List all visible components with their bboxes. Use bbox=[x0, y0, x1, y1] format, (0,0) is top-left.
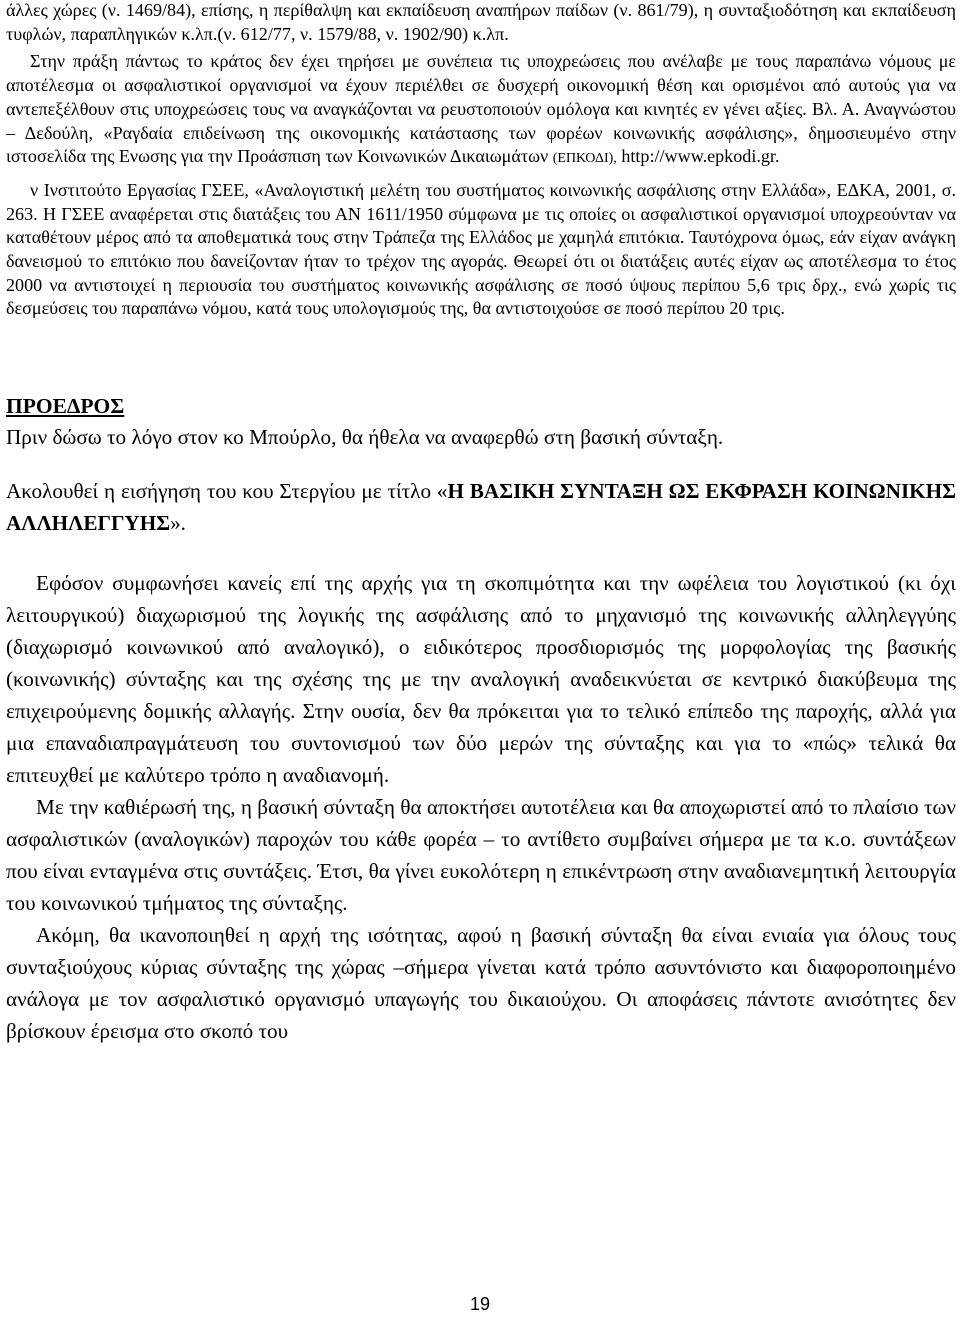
announcement-lead: Ακολουθεί η εισήγηση του κου Στεργίου με τίτλο « bbox=[6, 479, 448, 504]
footnote-text: Στην πράξη πάντως το κράτος δεν έχει τηρήσει με συνέπεια τις υποχρεώσεις που ανέλαβε με τους παραπάνω νόμους με αποτέλεσμα οι ασφαλιστικοί οργανισμοί να έχουν περιέλθει σε δυσχερή οικονομική θέση και ορισμένοι από αυτούς για να αντεπεξέλθουν στις υποχρεώσεις τους να αναγκάζονται να ρευστοποιούν ομόλογα και κινητές εν γένει αξίες. Βλ. Α. Αναγνώστου – Δεδούλη, «Ραγδαία επιδείνωση της οικονομικής κατάστασης των φορέων κοινωνικής ασφάλισης», δημοσιευμένο στην ιστοσελίδα της Ενωσης για την Προάσπιση των Κοινωνικών Δικαιωμάτων bbox=[6, 51, 956, 167]
announcement-paragraph bbox=[6, 475, 956, 539]
footnote-abbreviation: (ΕΠΚΟΔΙ), bbox=[552, 151, 617, 167]
spacer bbox=[6, 539, 956, 567]
footnote-paragraph-gsee: ν Ινστιτούτο Εργασίας ΓΣΕΕ, «Αναλογιστική μελέτη του συστήματος κοινωνικής ασφάλισης στην Ελλάδα», ΕΔΚΑ, 2001, σ. 263. Η ΓΣΕΕ αναφέρεται στις διατάξεις του ΑΝ 1611/1950 σύμφωνα με τις οποίες οι ασφαλιστικοί οργανισμοί υποχρεούνταν να καταθέτουν μέρος από τα αποθεματικά τους στην Τράπεζα της Ελλάδος με χαμηλά επιτόκια. Ταυτόχρονα όμως, εάν είχαν ανάγκη δανεισμού το επιτόκιο που δανείζονταν ήταν το τρέχον της αγοράς. Θεωρεί ότι οι διατάξεις αυτές είχαν ως αποτέλεσμα το έτος 2000 να αντιστοιχεί η περιουσία του συστήματος κοινωνικής ασφάλισης σε ποσό ύψους περίπου 5,6 τρις δρχ., ενώ χωρίς τις δεσμεύσεις του παραπάνω νόμου, κατά τους υπολογισμούς της, θα αντιστοιχούσε σε ποσό περίπου 20 τρις. bbox=[6, 179, 956, 319]
body-paragraph: Ακόμη, θα ικανοποιηθεί η αρχή της ισότητας, αφού η βασική σύνταξη θα είναι ενιαία για όλους τους συνταξιούχους κύριας σύνταξης της χώρας –σήμερα γίνεται κατά τρόπο ασυντόνιστο και διαφοροποιημένο ανάλογα με τον ασφαλιστικό οργανισμό υπαγωγής του δικαιούχου. Οι αποφάσεις πάντοτε ανισότητες δεν βρίσκουν έρεισμα στο σκοπό του bbox=[6, 923, 956, 1044]
body-paragraph: Με την καθιέρωσή της, η βασική σύνταξη θα αποκτήσει αυτοτέλεια και θα αποχωριστεί από το πλαίσιο των ασφαλιστικών (αναλογικών) παροχών του κάθε φορέα – το αντίθετο συμβαίνει σήμερα με τα κ.ο. συντάξεων που είναι ενταγμένα στις συντάξεις. Έτσι, θα γίνει ευκολότερη η επικέντρωση στην αναδιανεμητική λειτουργία του κοινωνικού τμήματος της σύνταξης. bbox=[6, 795, 956, 916]
page-number: 19 bbox=[469, 1294, 491, 1314]
footnote-continuation: άλλες χώρες (ν. 1469/84), επίσης, η περίθαλψη και εκπαίδευση αναπήρων παίδων (ν. 861/79), η συνταξιοδότηση και εκπαίδευση τυφλών, παραπληγικών κ.λπ.(ν. 612/77, ν. 1579/88, ν. 1902/90) κ.λπ. bbox=[6, 0, 956, 44]
body-paragraph: Εφόσον συμφωνήσει κανείς επί της αρχής για τη σκοπιμότητα και την ωφέλεια του λογιστικού (κι όχι λειτουργικού) διαχωρισμού της λογικής της ασφάλισης από το μηχανισμό της κοινωνικής αλληλεγγύης (διαχωρισμό κοινωνικού από αναλογικό), ο ειδικότερος προσδιορισμός της μορφολογίας της βασικής (κοινωνικής) σύνταξης και της σχέσης της με την αναλογική αναδεικνύεται σε κεντρικό διακύβευμα της επιχειρούμενης δομικής αλλαγής. Στην ουσία, δεν θα πρόκειται για το τελικό επίπεδο της παροχής, αλλά για μια επαναδιαπραγμάτευση του συντονισμού των δύο μερών της σύνταξης και για το «πώς» τελικά θα επιτευχθεί με καλύτερο τρόπο η αναδιανομή. bbox=[6, 571, 956, 788]
spacer bbox=[6, 321, 956, 391]
announcement-tail: ». bbox=[170, 511, 186, 536]
intro-line: Πριν δώσω το λόγο στον κο Μπούρλο, θα ήθελα να αναφερθώ στη βασική σύνταξη. bbox=[6, 425, 724, 450]
speaker-heading: ΠΡΟΕΔΡΟΣ bbox=[6, 394, 125, 419]
footnote-paragraph bbox=[6, 50, 956, 171]
footnote-url: http://www.epkodi.gr. bbox=[621, 146, 780, 167]
presentation-title: Η ΒΑΣΙΚΗ ΣΥΝΤΑΞΗ ΩΣ ΕΚΦΡΑΣΗ ΚΟΙΝΩΝΙΚΗΣ ΑΛΛΗΛΕΓΓΥΗΣ bbox=[6, 479, 956, 536]
